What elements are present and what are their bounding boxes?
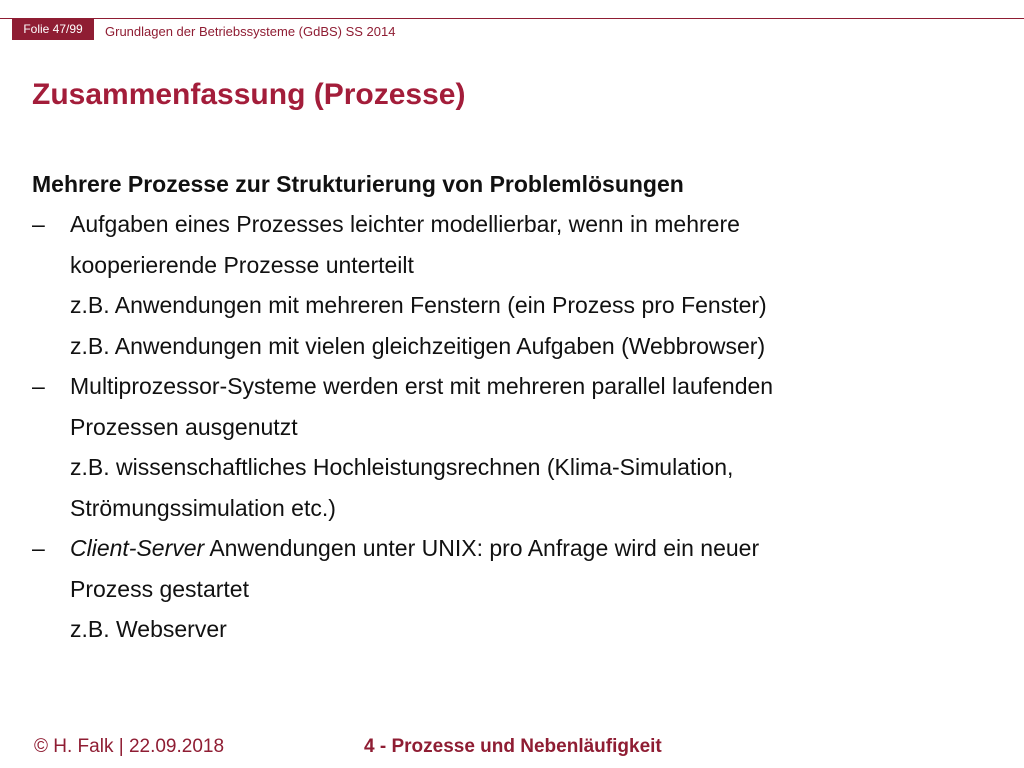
section-heading: Mehrere Prozesse zur Strukturierung von Problemlösungen bbox=[32, 171, 684, 197]
example-line: z.B. Anwendungen mit mehreren Fenstern (ein Prozess pro Fenster) bbox=[70, 292, 767, 318]
slide-content bbox=[32, 164, 992, 650]
emphasized-term: Client-Server bbox=[70, 535, 205, 561]
bullet-item bbox=[32, 366, 992, 528]
header-divider bbox=[0, 18, 1024, 19]
bullet-item bbox=[32, 204, 992, 366]
header-bar bbox=[0, 0, 1024, 40]
footer-chapter-title: 4 - Prozesse und Nebenläufigkeit bbox=[364, 736, 662, 757]
bullet-line: Prozessen ausgenutzt bbox=[70, 413, 298, 440]
example-line: z.B. Webserver bbox=[70, 616, 227, 642]
example-line: z.B. wissenschaftliches Hochleistungsrechnen (Klima-Simulation, bbox=[70, 454, 734, 480]
course-title: Grundlagen der Betriebssysteme (GdBS) SS 2014 bbox=[105, 24, 396, 39]
footer-author-date: © H. Falk | 22.09.2018 bbox=[34, 736, 225, 757]
footer bbox=[0, 728, 1024, 768]
slide-title: Zusammenfassung (Prozesse) bbox=[32, 78, 466, 111]
bullet-dash: – bbox=[32, 535, 45, 561]
bullet-line bbox=[70, 528, 992, 569]
bullet-line: kooperierende Prozesse unterteilt bbox=[70, 251, 414, 278]
bullet-line: Prozess gestartet bbox=[70, 575, 249, 602]
example-line: Strömungssimulation etc.) bbox=[70, 494, 336, 521]
bullet-dash: – bbox=[32, 211, 45, 237]
slide-number-badge: Folie 47/99 bbox=[12, 18, 94, 40]
bullet-item bbox=[32, 528, 992, 650]
bullet-line-rest: Anwendungen unter UNIX: pro Anfrage wird ein neuer bbox=[204, 535, 760, 561]
bullet-dash: – bbox=[32, 373, 45, 399]
bullet-line: Multiprozessor-Systeme werden erst mit mehreren parallel laufenden bbox=[70, 373, 774, 399]
example-line: z.B. Anwendungen mit vielen gleichzeitigen Aufgaben (Webbrowser) bbox=[70, 332, 766, 359]
bullet-line: Aufgaben eines Prozesses leichter modellierbar, wenn in mehrere bbox=[70, 211, 740, 237]
